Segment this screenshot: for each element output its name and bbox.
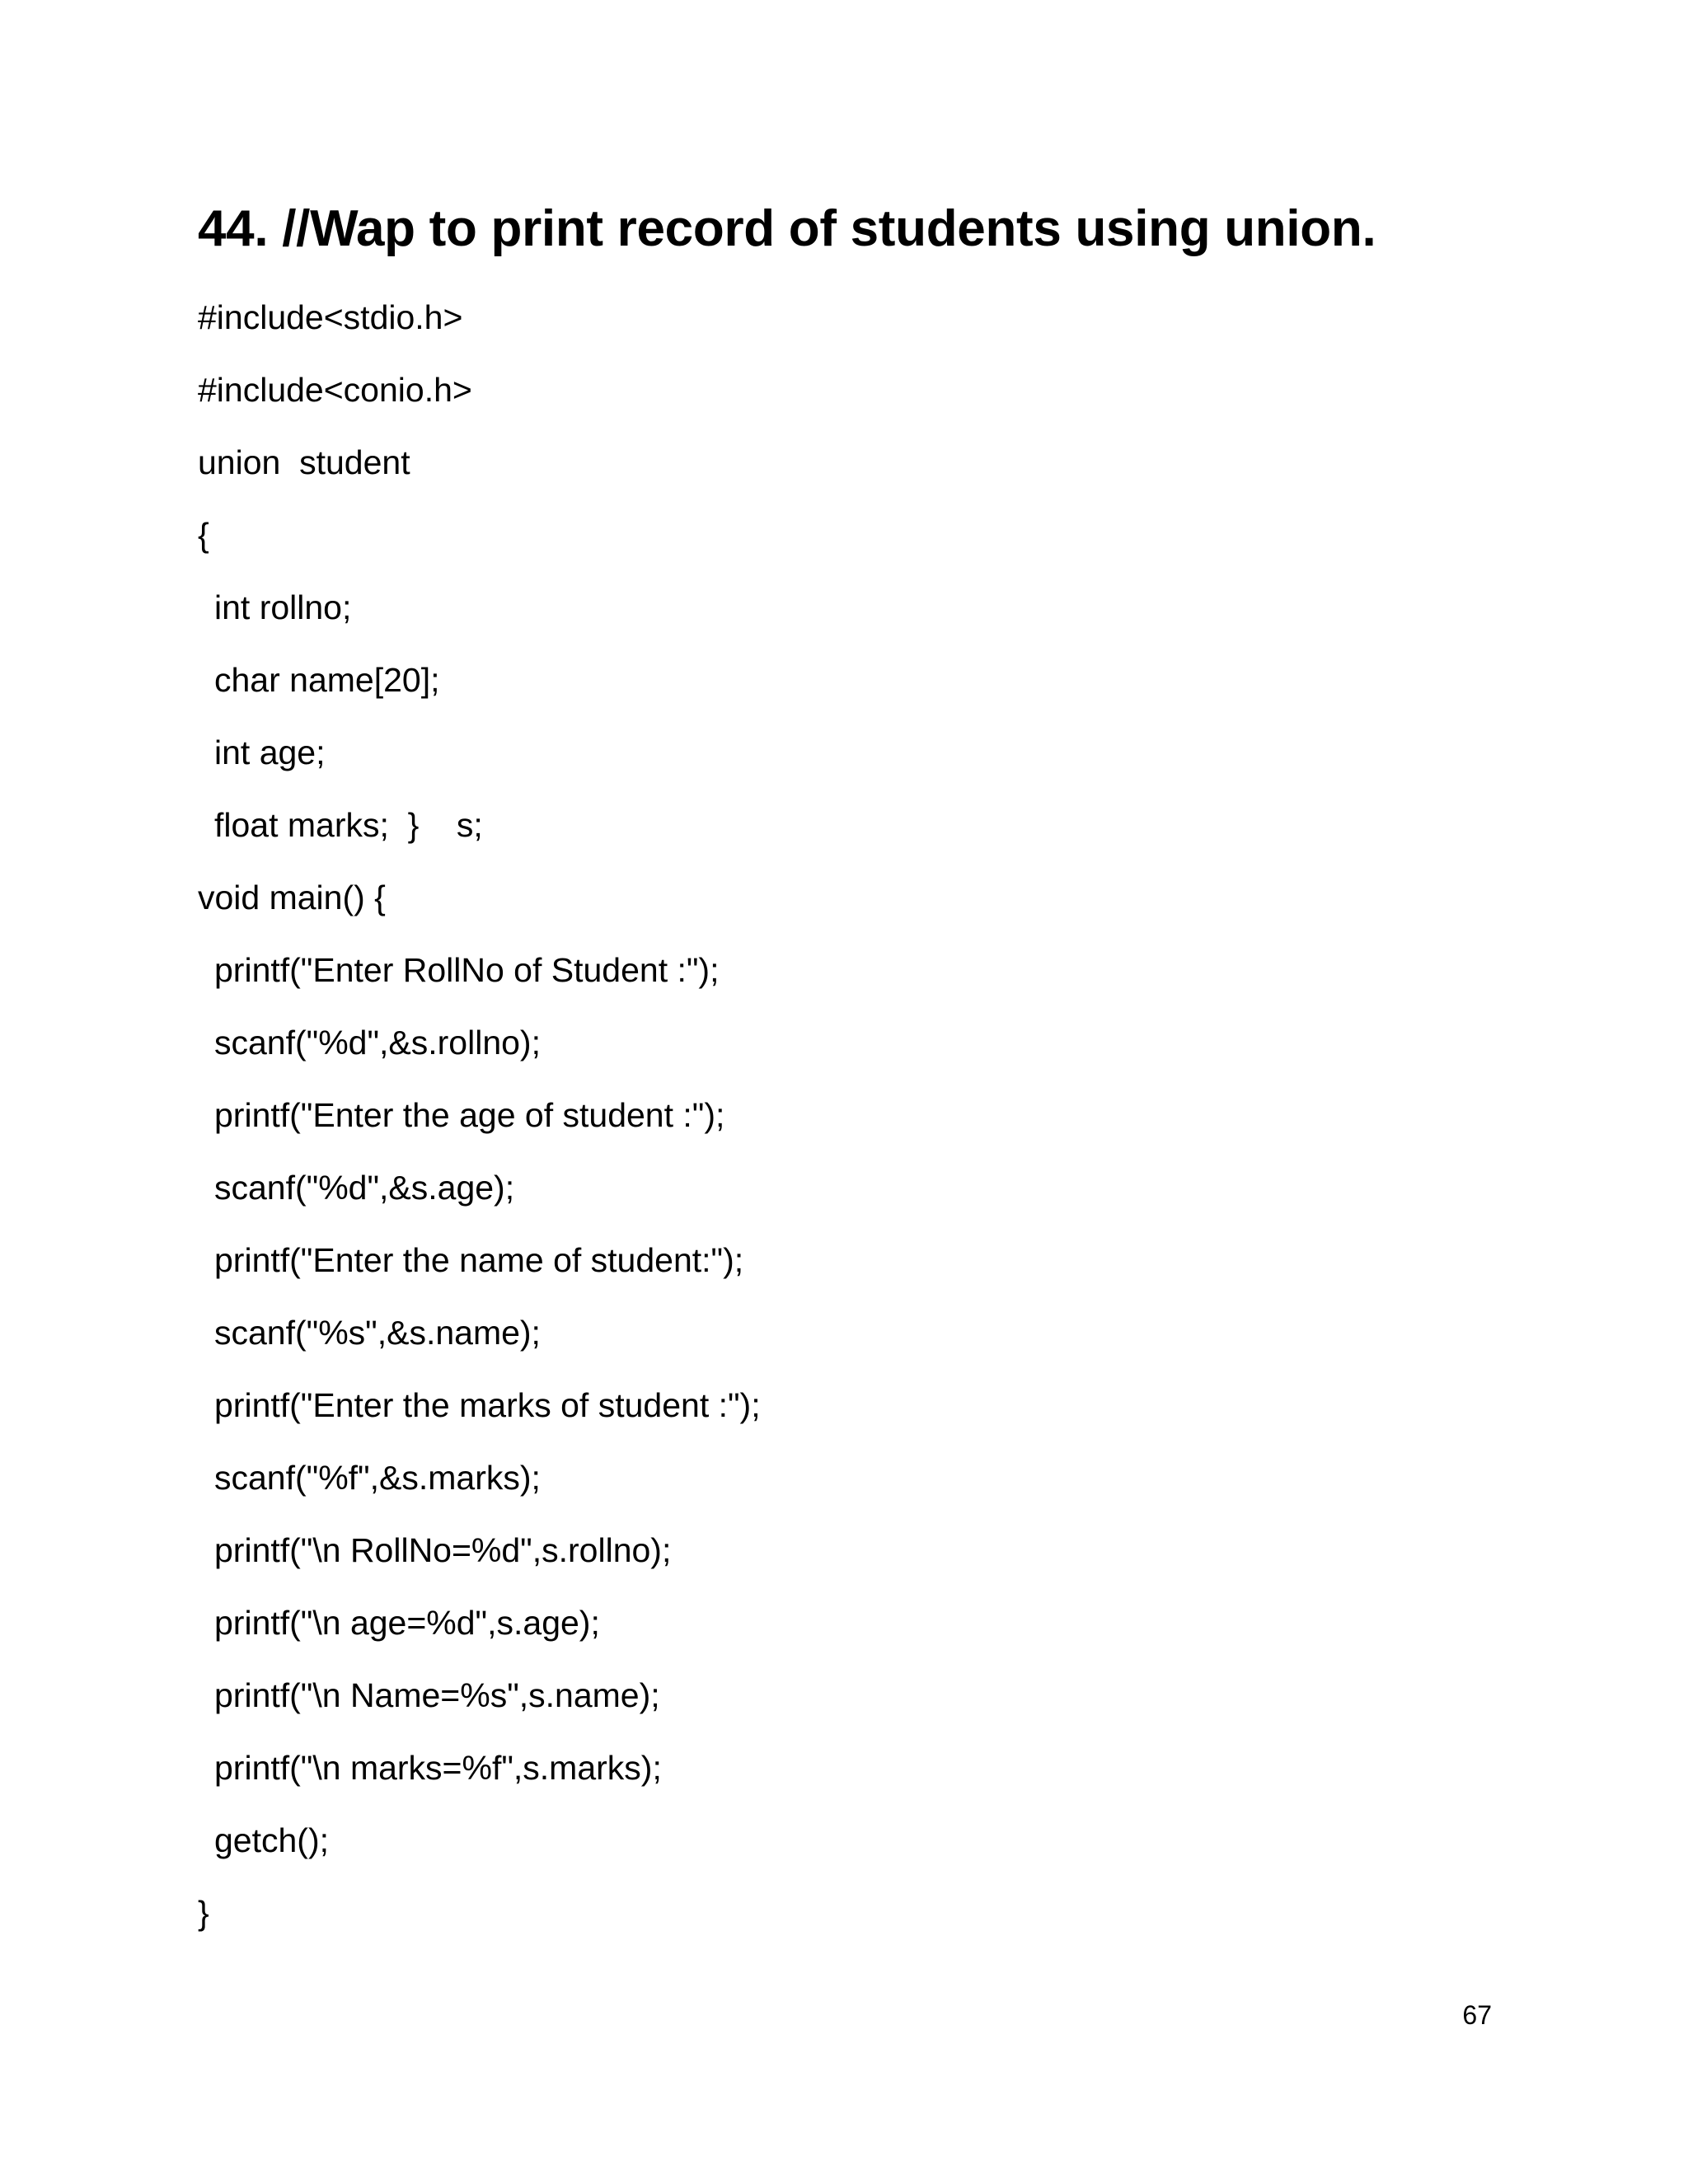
code-line: printf("Enter the age of student :");	[214, 1096, 725, 1134]
code-line: {	[198, 516, 209, 554]
page-number: 67	[1462, 2000, 1492, 2030]
code-line: printf("\n Name=%s",s.name);	[214, 1676, 660, 1714]
code-line: int age;	[214, 733, 326, 771]
code-line: char name[20];	[214, 661, 440, 699]
code-line: union student	[198, 443, 410, 481]
code-line: void main() {	[198, 879, 386, 916]
code-line: scanf("%d",&s.age);	[214, 1169, 515, 1207]
program-title: 44. //Wap to print record of students using union.	[198, 200, 1376, 257]
code-line: scanf("%s",&s.name);	[214, 1314, 541, 1352]
code-listing	[198, 284, 761, 1952]
code-line: printf("Enter the marks of student :");	[214, 1386, 761, 1424]
code-line: printf("Enter the name of student:");	[214, 1241, 744, 1279]
code-line: #include<stdio.h>	[198, 298, 463, 336]
code-line: float marks; } s;	[214, 806, 483, 844]
code-line: printf("\n age=%d",s.age);	[214, 1604, 600, 1642]
code-line: printf("Enter RollNo of Student :");	[214, 951, 720, 989]
code-line: #include<conio.h>	[198, 371, 472, 409]
code-line: }	[198, 1894, 209, 1932]
code-line: scanf("%f",&s.marks);	[214, 1459, 541, 1497]
code-line: scanf("%d",&s.rollno);	[214, 1024, 541, 1062]
code-line: printf("\n RollNo=%d",s.rollno);	[214, 1531, 672, 1569]
code-line: printf("\n marks=%f",s.marks);	[214, 1749, 662, 1787]
code-line: int rollno;	[214, 588, 352, 626]
code-line: getch();	[214, 1821, 329, 1859]
